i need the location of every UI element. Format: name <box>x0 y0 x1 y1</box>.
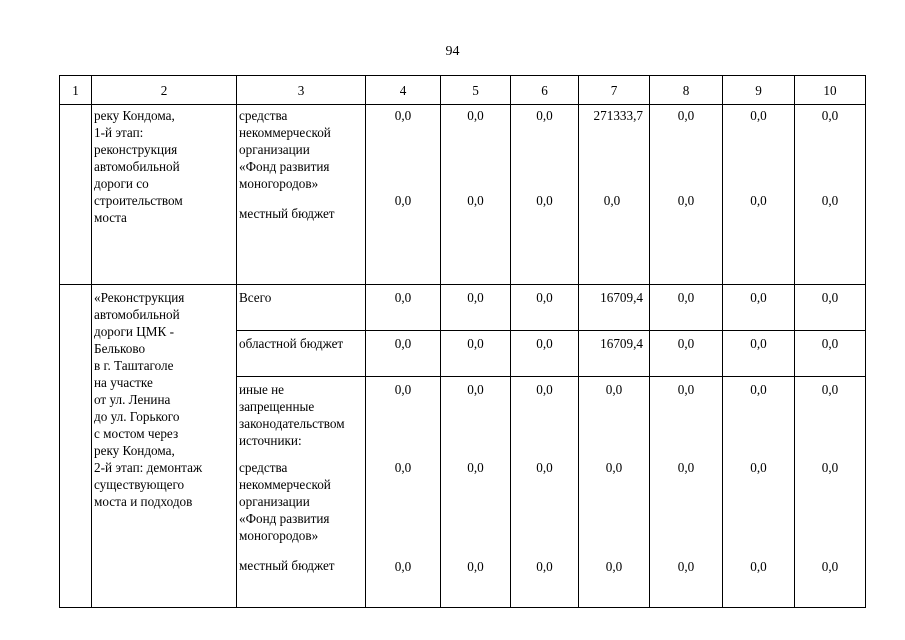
value: 0,0 <box>677 108 695 123</box>
value: 0,0 <box>821 193 839 208</box>
value-cell <box>723 377 795 608</box>
header-cell: 2 <box>92 76 237 105</box>
value: 0,0 <box>677 382 695 397</box>
source-cell <box>237 105 366 285</box>
source-label: местный бюджет <box>239 558 335 573</box>
row-index-cell <box>60 285 92 608</box>
value-cell: 0,0 <box>441 331 511 377</box>
value-cell <box>723 105 795 285</box>
page-number: 94 <box>445 44 460 59</box>
value-cell <box>795 105 866 285</box>
source-label: средства некоммерческой организации «Фонд развития моногородов» <box>239 460 331 543</box>
source-label: иные не запрещенные законодательством источники: <box>239 382 345 448</box>
source-label: местный бюджет <box>239 206 335 221</box>
value: 0,0 <box>750 559 767 574</box>
value: 0,0 <box>536 108 553 123</box>
header-cell: 9 <box>723 76 795 105</box>
value-cell <box>441 377 511 608</box>
row-index-cell <box>60 105 92 285</box>
source-cell <box>237 377 366 608</box>
value-cell: 0,0 <box>511 331 579 377</box>
header-cell: 10 <box>795 76 866 105</box>
value: 0,0 <box>536 460 553 475</box>
header-cell: 8 <box>650 76 723 105</box>
value-cell <box>795 377 866 608</box>
value: 0,0 <box>605 559 623 574</box>
value-cell <box>650 377 723 608</box>
value-cell <box>579 105 650 285</box>
value-cell <box>650 105 723 285</box>
value: 0,0 <box>750 193 767 208</box>
value-cell: 0,0 <box>723 285 795 331</box>
value-cell <box>579 377 650 608</box>
value-cell: 0,0 <box>511 285 579 331</box>
event-name-cell <box>92 285 237 608</box>
value-cell: 0,0 <box>650 331 723 377</box>
header-cell: 3 <box>237 76 366 105</box>
value: 0,0 <box>821 559 839 574</box>
value-cell: 0,0 <box>366 331 441 377</box>
value-cell <box>441 105 511 285</box>
table-row <box>60 105 866 285</box>
value-cell <box>366 377 441 608</box>
budget-table <box>59 75 866 608</box>
value: 0,0 <box>467 382 484 397</box>
value: 0,0 <box>394 108 412 123</box>
value: 0,0 <box>536 193 553 208</box>
value: 0,0 <box>605 382 623 397</box>
header-cell: 5 <box>441 76 511 105</box>
header-cell: 4 <box>366 76 441 105</box>
value-cell: 0,0 <box>795 285 866 331</box>
value-cell <box>511 377 579 608</box>
value: 0,0 <box>750 108 767 123</box>
value: 0,0 <box>536 382 553 397</box>
value: 0,0 <box>467 559 484 574</box>
value: 0,0 <box>821 382 839 397</box>
value: 0,0 <box>677 460 695 475</box>
value: 0,0 <box>750 382 767 397</box>
header-row <box>60 76 866 105</box>
value: 0,0 <box>750 460 767 475</box>
table-row <box>60 285 866 331</box>
source-cell <box>237 331 366 377</box>
header-cell: 1 <box>60 76 92 105</box>
value-cell: 0,0 <box>366 285 441 331</box>
value: 0,0 <box>467 460 484 475</box>
value: 0,0 <box>394 193 412 208</box>
value: 0,0 <box>821 108 839 123</box>
event-name: реку Кондома, 1-й этап: реконструкция автомобильной дороги со строительством моста <box>94 108 183 225</box>
value-cell: 0,0 <box>441 285 511 331</box>
value: 0,0 <box>603 193 621 208</box>
source-cell <box>237 285 366 331</box>
value-cell <box>366 105 441 285</box>
source-label: средства некоммерческой организации «Фонд развития моногородов» <box>239 108 331 191</box>
value: 0,0 <box>677 193 695 208</box>
source-label: Всего <box>239 290 272 305</box>
event-name-cell <box>92 105 237 285</box>
value: 0,0 <box>821 460 839 475</box>
value-cell: 0,0 <box>650 285 723 331</box>
value: 0,0 <box>467 193 484 208</box>
value: 0,0 <box>605 460 623 475</box>
value-cell: 16709,4 <box>579 331 650 377</box>
event-name: «Реконструкция автомобильной дороги ЦМК - Бельково в г. Таштаголе на участке от ул. Ленина до ул. Горького с мостом через реку Кондома, 2-й этап: демонтаж существующего моста и подходов <box>94 290 203 509</box>
value-cell <box>511 105 579 285</box>
value: 0,0 <box>536 559 553 574</box>
value: 0,0 <box>394 559 412 574</box>
value-cell: 0,0 <box>723 331 795 377</box>
value-cell: 0,0 <box>795 331 866 377</box>
value-cell: 16709,4 <box>579 285 650 331</box>
value: 271333,7 <box>593 108 643 123</box>
value: 0,0 <box>394 382 412 397</box>
header-cell: 7 <box>579 76 650 105</box>
value: 0,0 <box>394 460 412 475</box>
value: 0,0 <box>677 559 695 574</box>
value: 0,0 <box>467 108 484 123</box>
source-label: областной бюджет <box>239 336 344 351</box>
header-cell: 6 <box>511 76 579 105</box>
